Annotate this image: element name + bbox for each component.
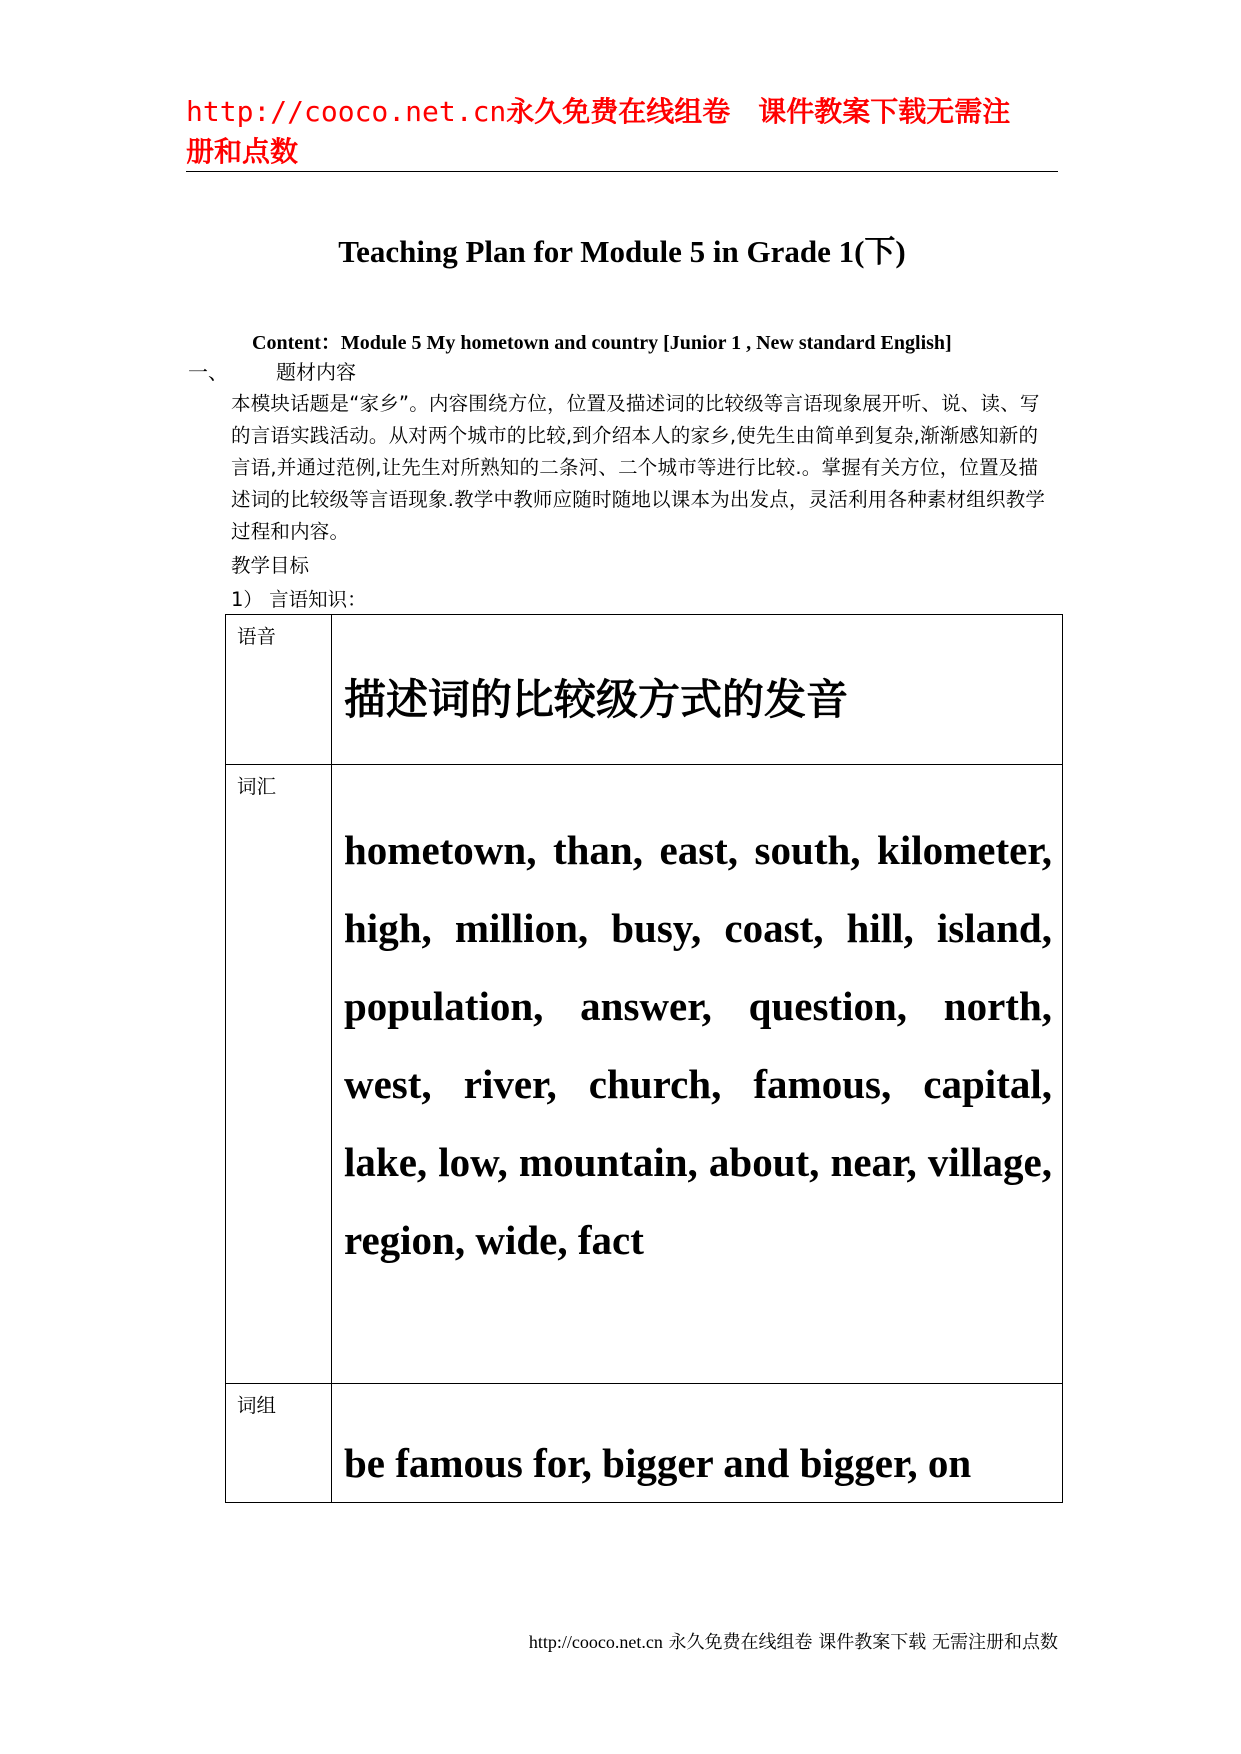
footer-text: 永久免费在线组卷 课件教案下载 无需注册和点数 — [662, 1632, 1058, 1653]
language-knowledge-table — [225, 614, 1063, 1503]
header-tagline-1: 永久免费在线组卷 课件教案下载无需注 — [506, 95, 1011, 128]
section-title: 题材内容 — [276, 360, 356, 384]
pronunciation-value: 描述词的比较级方式的发音 — [344, 675, 849, 724]
language-knowledge-heading: 1） 言语知识： — [231, 588, 367, 611]
document-title: Teaching Plan for Module 5 in Grade 1(下) — [338, 234, 906, 269]
pronunciation-label: 语音 — [226, 615, 332, 765]
intro-paragraph: 本模块话题是“家乡”。内容围绕方位，位置及描述词的比较级等言语现象展开听、说、读、写的言语实践活动。从对两个城市的比较,到介绍本人的家乡,使先生由简单到复杂,渐渐感知新的言语,并通过范例,让先生对所熟知的二条河、二个城市等进行比较.。掌握有关方位，位置及描述词的比较级等言语现象.教学中教师应随时随地以课本为出发点，灵活利用各种素材组织教学过程和内容。 — [231, 392, 1046, 543]
content-line: Content：Module 5 My hometown and country [Junior 1 , New standard English] — [252, 332, 952, 354]
header-link[interactable]: http://cooco.net.cn — [186, 95, 507, 128]
objectives-heading: 教学目标 — [231, 554, 310, 577]
table-row-vocabulary — [226, 765, 1063, 1384]
vocabulary-value: hometown, than, east, south, kilometer, high, million, busy, coast, hill, island, population, answer, question, north, west, river, church, famous, capital, lake, low, mountain, about, near, village, region, wide, fact — [344, 827, 1052, 1263]
vocabulary-cell — [332, 765, 1063, 1384]
section-number: 一、 — [188, 360, 228, 384]
phrases-value: be famous for, bigger and bigger, on — [344, 1440, 972, 1486]
header-line-1 — [186, 92, 1058, 132]
header-divider — [186, 171, 1058, 172]
phrases-cell — [332, 1384, 1063, 1503]
header-banner — [186, 92, 1058, 172]
footer-link[interactable]: http://cooco.net.cn — [528, 1632, 663, 1652]
vocabulary-label: 词汇 — [226, 765, 332, 1384]
table-row-phrases — [226, 1384, 1063, 1503]
pronunciation-cell — [332, 615, 1063, 765]
table-row-pronunciation — [226, 615, 1063, 765]
footer — [490, 1628, 1058, 1654]
phrases-label: 词组 — [226, 1384, 332, 1503]
header-tagline-2: 册和点数 — [186, 135, 299, 168]
